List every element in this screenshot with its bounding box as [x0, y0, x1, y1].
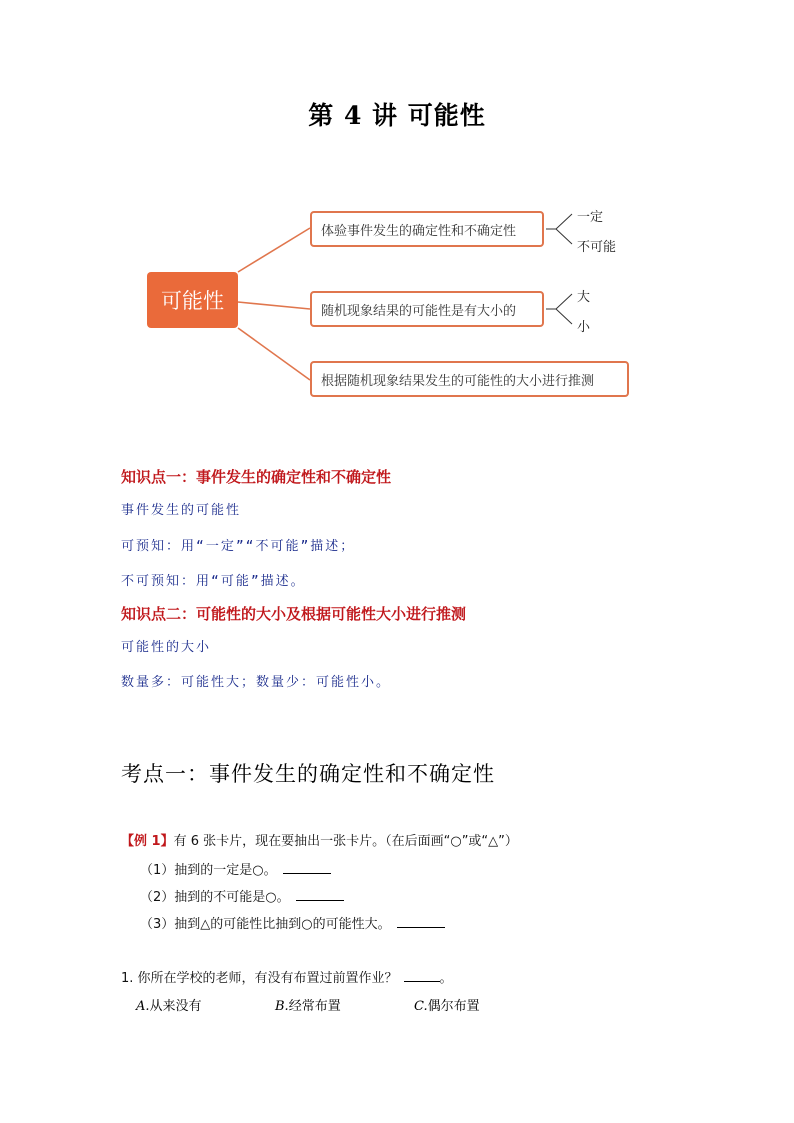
knowledge-heading-1: 知识点一：事件发生的确定性和不确定性: [121, 468, 392, 486]
example-item-2: [140, 886, 344, 905]
example-item-text: （3）抽到△的可能性比抽到○的可能性大。: [140, 917, 391, 932]
connector-leaves-1: [546, 214, 572, 244]
example-stem: [121, 830, 518, 849]
option-text: 经常布置: [288, 999, 341, 1014]
mindmap-leaf-certain: 一定: [577, 210, 604, 225]
option-letter: B.: [275, 999, 289, 1014]
page-title: 第 4 讲 可能性: [308, 101, 486, 130]
answer-blank[interactable]: [283, 861, 331, 874]
example-item-text: （2）抽到的不可能是○。: [140, 890, 290, 905]
option-text: 偶尔布置: [427, 999, 480, 1014]
question-1: [121, 967, 453, 986]
option-letter: A.: [136, 999, 150, 1014]
mindmap-leaf-small: 小: [577, 320, 591, 335]
option-text: 从来没有: [149, 999, 202, 1014]
example-item-1: [140, 859, 331, 878]
connector-branch-3: [238, 328, 310, 380]
section-title: 考点一：事件发生的确定性和不确定性: [121, 762, 495, 786]
question-text: 1. 你所在学校的老师，有没有布置过前置作业？: [121, 971, 398, 986]
connector-branch-2: [238, 302, 310, 309]
mindmap-leaf-impossible: 不可能: [577, 240, 617, 255]
option-c[interactable]: [414, 995, 480, 1014]
option-letter: C.: [414, 999, 428, 1014]
knowledge-heading-2: 知识点二：可能性的大小及根据可能性大小进行推测: [121, 605, 467, 623]
mindmap-branch-3: 根据随机现象结果发生的可能性的大小进行推测: [310, 361, 629, 397]
knowledge-line: 数量多：可能性大；数量少：可能性小。: [121, 675, 392, 690]
answer-blank[interactable]: [397, 915, 445, 928]
answer-blank[interactable]: [404, 969, 440, 982]
mindmap-root: 可能性: [147, 272, 238, 328]
option-a[interactable]: [136, 995, 202, 1014]
mindmap-leaf-large: 大: [577, 290, 591, 305]
connector-leaves-2: [546, 294, 572, 324]
knowledge-line: 事件发生的可能性: [121, 503, 242, 518]
example-item-text: （1）抽到的一定是○。: [140, 863, 277, 878]
knowledge-line: 不可预知：用“可能”描述。: [121, 574, 306, 589]
knowledge-line: 可预知：用“一定”“不可能”描述；: [121, 539, 356, 554]
question-tail: 。: [439, 971, 453, 986]
example-tag: 【例 1】: [121, 834, 174, 849]
example-item-3: [140, 913, 445, 932]
answer-blank[interactable]: [296, 888, 344, 901]
mindmap-branch-1: 体验事件发生的确定性和不确定性: [310, 211, 544, 247]
connector-branch-1: [238, 228, 310, 272]
knowledge-line: 可能性的大小: [121, 640, 212, 655]
mindmap-branch-2: 随机现象结果的可能性是有大小的: [310, 291, 544, 327]
example-stem-text: 有 6 张卡片，现在要抽出一张卡片。（在后面画“○”或“△”）: [173, 834, 518, 849]
option-b[interactable]: [275, 995, 341, 1014]
